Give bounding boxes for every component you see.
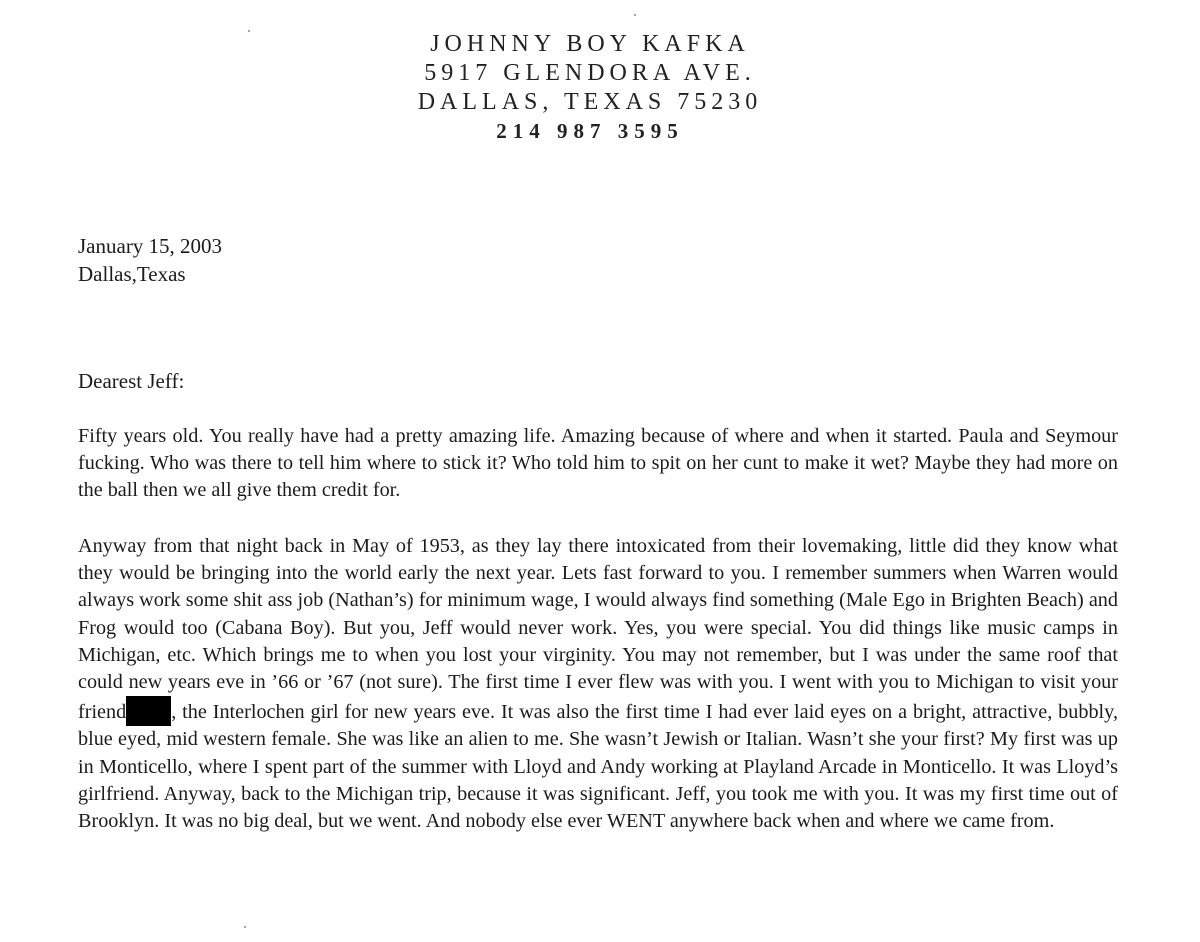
scan-speck <box>634 14 636 16</box>
redaction-block <box>126 696 171 726</box>
scan-speck <box>244 926 246 928</box>
letterhead-street: 5917 GLENDORA AVE. <box>424 60 756 86</box>
letterhead <box>0 30 1180 146</box>
paragraph-2-part-2: , the Interlochen girl for new years eve. It was also the first time I had ever laid eyes on a bright, attractive, bubbly, blue eyed, mid western female. She was like an alien to me. She wasn’t Jewish or Italian. Wasn’t she your first? My first was up in Monticello, where I spent part of the summer with Lloyd and Andy working at Playland Arcade in Monticello. It was Lloyd’s girlfriend. Anyway, back to the Michigan trip, because it was significant. Jeff, you took me with you. It was my first time out of Brooklyn. It was no big deal, but we went. And nobody else ever WENT anywhere back when and where we came from. <box>78 701 1118 833</box>
scan-speck <box>248 30 250 32</box>
paragraph-2-part-1: Anyway from that night back in May of 1953, as they lay there intoxicated from their lovemaking, little did they know what they would be bringing into the world early the next year. Lets fast forward to you. I remember summers when Warren would always work some shit ass job (Nathan’s) for minimum wage, I would always find something (Male Ego in Brighten Beach) and Frog would too (Cabana Boy). But you, Jeff would never work. Yes, you were special. You did things like music camps in Michigan, etc. Which brings me to when you lost your virginity. You may not remember, but I was under the same roof that could new years eve in ’66 or ’67 (not sure). The first time I ever flew was with you. I went with you to Michigan to visit your friend <box>78 535 1118 724</box>
letterhead-city: DALLAS, TEXAS 75230 <box>417 89 763 115</box>
letter-date: January 15, 2003 <box>78 234 223 258</box>
letterhead-name: JOHNNY BOY KAFKA <box>430 31 750 57</box>
paragraph-2 <box>78 533 1118 835</box>
letterhead-phone: 214 987 3595 <box>496 119 684 143</box>
paragraph-1: Fifty years old. You really have had a pretty amazing life. Amazing because of where and when it started. Paula and Seymour fucking. Who was there to tell him where to stick it? Who told him to spit on her cunt to make it wet? Maybe they had more on the ball then we all give them credit for. <box>78 425 1118 502</box>
salutation: Dearest Jeff: <box>78 369 185 393</box>
date-block <box>78 232 222 288</box>
letter-place: Dallas,Texas <box>78 262 186 286</box>
